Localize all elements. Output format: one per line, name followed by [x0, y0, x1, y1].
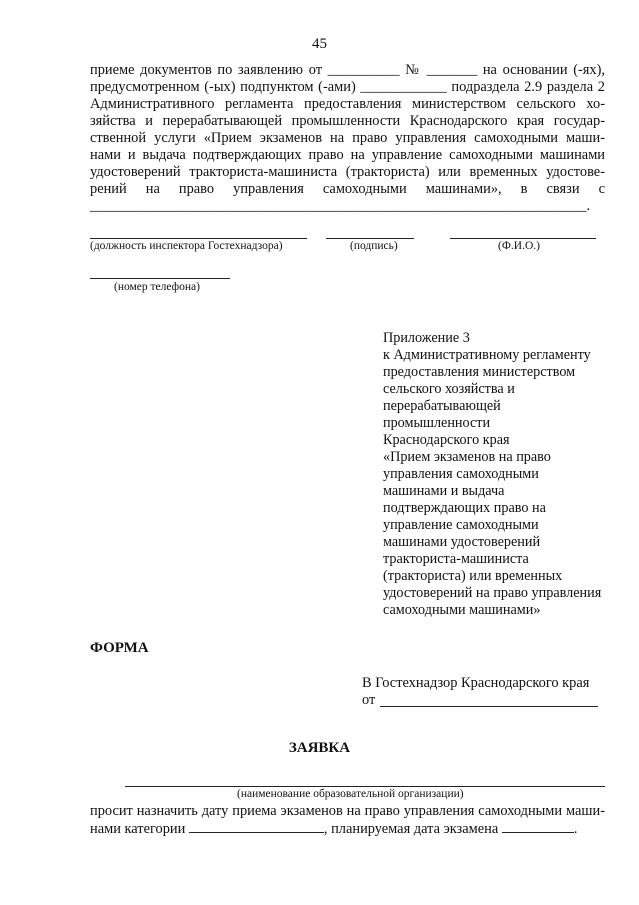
- paragraph-line: Административного регламента предоставления министерством сельского хо-: [90, 96, 605, 112]
- exam-date-field-line: [502, 820, 574, 833]
- exam-date-label: , планируемая дата экзамена: [323, 821, 499, 837]
- appendix-line: Приложение 3: [383, 330, 470, 346]
- appendix-line: (тракториста) или временных: [383, 568, 563, 584]
- addressee-line: В Гостехнадзор Краснодарского края: [362, 675, 590, 691]
- paragraph-line: предусмотренном (-ых) подпунктом (-ами) ____________ подраздела 2.9 раздела 2: [90, 79, 605, 95]
- appendix-line: Краснодарского края: [383, 432, 510, 448]
- appendix-line: «Прием экзаменов на право: [383, 449, 551, 465]
- appendix-line: удостоверений на право управления: [383, 585, 602, 601]
- org-name-line: [125, 786, 605, 787]
- appendix-line: управления самоходными: [383, 466, 539, 482]
- signature-line: [326, 238, 414, 239]
- appendix-line: машинами удостоверений: [383, 534, 541, 550]
- phone-caption: (номер телефона): [114, 281, 200, 293]
- org-caption: (наименование образовательной организации): [237, 788, 464, 800]
- position-caption: (должность инспектора Гостехнадзора): [90, 240, 283, 252]
- appendix-line: предоставления министерством: [383, 364, 576, 380]
- from-field-line: [380, 706, 598, 707]
- phone-line: [90, 278, 230, 279]
- paragraph-line: зяйства и перерабатывающей промышленности Краснодарского края государ-: [90, 113, 605, 129]
- paragraph-line: _____________________________________________________________________.: [90, 198, 591, 214]
- appendix-line: перерабатывающей: [383, 398, 501, 414]
- paragraph-line: рений на право управления самоходными машинами», в связи с: [90, 181, 605, 197]
- form-label: ФОРМА: [90, 640, 149, 656]
- appendix-line: тракториста-машиниста: [383, 551, 529, 567]
- paragraph-line: ственной услуги «Прием экзаменов на право управления самоходными маши-: [90, 130, 605, 146]
- paragraph-line: приеме документов по заявлению от __________ № _______ на основании (-ях),: [90, 62, 605, 78]
- request-line-2: [90, 820, 577, 837]
- name-line: [450, 238, 596, 239]
- request-line: просит назначить дату приема экзаменов на право управления самоходными маши-: [90, 803, 605, 819]
- paragraph-line: нами и выдача подтверждающих право на управление самоходными машинами: [90, 147, 605, 163]
- from-label: от: [362, 692, 376, 708]
- appendix-line: самоходными машинами»: [383, 602, 541, 618]
- appendix-line: промышленности: [383, 415, 491, 431]
- category-field-line: [189, 820, 324, 833]
- appendix-line: управление самоходными: [383, 517, 539, 533]
- name-caption: (Ф.И.О.): [498, 240, 540, 252]
- page-number: 45: [312, 36, 327, 52]
- request-end: .: [573, 821, 578, 837]
- position-line: [90, 238, 307, 239]
- appendix-line: машинами и выдача: [383, 483, 505, 499]
- appendix-line: к Административному регламенту: [383, 347, 591, 363]
- appendix-line: сельского хозяйства и: [383, 381, 515, 397]
- category-label: нами категории: [90, 821, 186, 837]
- paragraph-line: удостоверений тракториста-машиниста (тракториста) или временных удостове-: [90, 164, 605, 180]
- appendix-line: подтверждающих право на: [383, 500, 546, 516]
- signature-caption: (подпись): [350, 240, 398, 252]
- document-title: ЗАЯВКА: [288, 740, 351, 756]
